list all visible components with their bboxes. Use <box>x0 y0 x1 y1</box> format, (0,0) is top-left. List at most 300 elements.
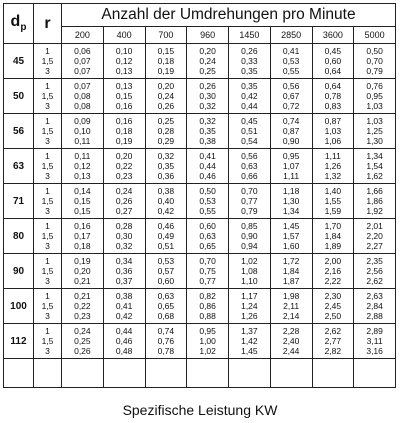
power-value: 2,63 <box>366 291 383 301</box>
power-value: 0,79 <box>241 206 258 216</box>
power-value: 0,50 <box>366 46 383 56</box>
power-value: 0,14 <box>74 186 91 196</box>
power-value: 1,30 <box>282 196 300 206</box>
power-value: 0,21 <box>74 291 91 301</box>
power-cell <box>354 114 396 149</box>
power-cell <box>312 149 354 184</box>
power-value: 1,66 <box>366 186 383 196</box>
dp-cell: 71 <box>4 184 34 219</box>
power-value: 0,44 <box>199 161 216 171</box>
power-value: 0,35 <box>199 126 216 136</box>
power-value: 1,54 <box>366 161 383 171</box>
power-value: 0,32 <box>157 151 175 161</box>
power-value: 1,84 <box>324 231 342 241</box>
r-value: 1 <box>45 256 50 266</box>
power-value: 0,60 <box>324 56 342 66</box>
power-value: 0,33 <box>241 56 258 66</box>
power-value: 2,35 <box>366 256 383 266</box>
r-value: 1,5 <box>41 91 54 101</box>
power-cell <box>312 219 354 254</box>
power-cell <box>312 289 354 324</box>
power-table <box>3 3 396 388</box>
power-value: 0,24 <box>157 91 175 101</box>
power-value: 0,76 <box>157 336 175 346</box>
power-value: 1,24 <box>241 301 258 311</box>
power-value: 1,55 <box>324 196 342 206</box>
power-value: 0,83 <box>324 101 342 111</box>
power-value: 0,56 <box>282 81 300 91</box>
r-cell <box>34 289 62 324</box>
power-value: 1,70 <box>324 221 342 231</box>
r-value: 3 <box>45 311 50 321</box>
power-value: 0,42 <box>241 91 258 101</box>
power-cell <box>270 114 312 149</box>
power-value: 0,18 <box>74 241 91 251</box>
table-row <box>4 114 396 149</box>
power-value: 0,13 <box>115 81 133 91</box>
power-value: 2,01 <box>366 221 383 231</box>
power-value: 0,38 <box>199 136 216 146</box>
power-value: 0,44 <box>241 101 258 111</box>
power-value: 0,24 <box>74 326 91 336</box>
power-value: 0,26 <box>157 101 175 111</box>
power-value: 0,08 <box>74 91 91 101</box>
power-value: 0,51 <box>157 241 175 251</box>
power-cell <box>229 219 271 254</box>
power-value: 2,14 <box>282 311 300 321</box>
power-value: 1,72 <box>282 256 300 266</box>
power-cell <box>270 254 312 289</box>
power-value: 0,85 <box>241 221 258 231</box>
power-cell <box>62 254 104 289</box>
power-value: 1,30 <box>366 136 383 146</box>
power-value: 0,36 <box>157 171 175 181</box>
power-cell <box>187 289 229 324</box>
power-value: 0,30 <box>115 231 133 241</box>
power-value: 2,82 <box>324 346 342 356</box>
empty-cell <box>62 359 104 388</box>
table-title: Anzahl der Umdrehungen pro Minute <box>62 4 396 27</box>
dp-cell: 90 <box>4 254 34 289</box>
empty-row <box>4 359 396 388</box>
power-cell <box>312 324 354 359</box>
power-value: 0,15 <box>157 46 175 56</box>
power-value: 0,37 <box>115 276 133 286</box>
power-value: 1,26 <box>241 311 258 321</box>
power-value: 0,70 <box>241 186 258 196</box>
power-cell <box>187 79 229 114</box>
power-value: 1,42 <box>241 336 258 346</box>
power-value: 0,19 <box>74 256 91 266</box>
power-value: 1,06 <box>324 136 342 146</box>
power-value: 0,20 <box>157 81 175 91</box>
power-value: 0,57 <box>157 266 175 276</box>
power-value: 0,12 <box>74 161 91 171</box>
power-cell <box>103 149 145 184</box>
power-cell <box>312 254 354 289</box>
power-cell <box>187 184 229 219</box>
power-value: 0,16 <box>74 221 91 231</box>
power-value: 0,35 <box>157 161 175 171</box>
power-value: 0,53 <box>199 196 216 206</box>
r-cell <box>34 44 62 79</box>
power-cell <box>187 324 229 359</box>
power-value: 0,95 <box>282 151 300 161</box>
r-value: 1,5 <box>41 336 54 346</box>
power-value: 0,26 <box>241 46 258 56</box>
power-value: 0,20 <box>199 46 216 56</box>
power-value: 0,30 <box>199 91 216 101</box>
power-value: 0,28 <box>115 221 133 231</box>
r-value: 1 <box>45 186 50 196</box>
power-value: 2,20 <box>366 231 383 241</box>
power-value: 0,72 <box>282 101 300 111</box>
power-value: 2,28 <box>282 326 300 336</box>
power-value: 0,41 <box>115 301 133 311</box>
power-value: 2,40 <box>282 336 300 346</box>
power-value: 0,74 <box>282 116 300 126</box>
power-cell <box>312 79 354 114</box>
power-value: 0,87 <box>324 116 342 126</box>
power-value: 0,46 <box>199 171 216 181</box>
power-value: 0,27 <box>115 206 133 216</box>
power-value: 0,24 <box>115 186 133 196</box>
power-cell <box>103 44 145 79</box>
power-value: 1,32 <box>324 171 342 181</box>
power-value: 0,50 <box>199 186 216 196</box>
power-value: 1,60 <box>282 241 300 251</box>
power-value: 0,10 <box>74 126 91 136</box>
r-value: 1 <box>45 326 50 336</box>
power-value: 0,86 <box>199 301 216 311</box>
power-value: 0,11 <box>74 136 91 146</box>
power-value: 0,76 <box>366 81 383 91</box>
power-value: 0,29 <box>157 136 175 146</box>
power-cell <box>354 324 396 359</box>
power-value: 0,32 <box>199 101 216 111</box>
power-value: 0,12 <box>115 56 133 66</box>
power-value: 0,56 <box>241 151 258 161</box>
r-value: 1 <box>45 81 50 91</box>
power-value: 0,63 <box>157 291 175 301</box>
power-value: 0,28 <box>157 126 175 136</box>
power-value: 0,13 <box>74 171 91 181</box>
dp-cell: 63 <box>4 149 34 184</box>
r-cell <box>34 219 62 254</box>
power-cell <box>187 114 229 149</box>
r-value: 1,5 <box>41 266 54 276</box>
power-value: 1,84 <box>282 266 300 276</box>
power-value: 1,86 <box>366 196 383 206</box>
power-value: 0,63 <box>241 161 258 171</box>
table-row <box>4 289 396 324</box>
power-value: 0,82 <box>199 291 216 301</box>
power-value: 2,88 <box>366 311 383 321</box>
power-cell <box>270 324 312 359</box>
power-value: 1,57 <box>282 231 300 241</box>
power-value: 2,62 <box>324 326 342 336</box>
power-value: 0,46 <box>157 221 175 231</box>
power-value: 2,22 <box>324 276 342 286</box>
power-cell <box>62 219 104 254</box>
r-cell <box>34 184 62 219</box>
power-value: 1,02 <box>241 256 258 266</box>
power-value: 2,16 <box>324 266 342 276</box>
power-cell <box>354 79 396 114</box>
r-value: 1 <box>45 46 50 56</box>
table-row <box>4 324 396 359</box>
table-row <box>4 79 396 114</box>
power-value: 1,10 <box>241 276 258 286</box>
rpm-header-3600: 3600 <box>312 27 354 44</box>
table-row <box>4 149 396 184</box>
power-value: 0,90 <box>241 231 258 241</box>
rpm-header-5000: 5000 <box>354 27 396 44</box>
r-value: 3 <box>45 101 50 111</box>
empty-cell <box>145 359 187 388</box>
power-value: 1,03 <box>366 101 383 111</box>
power-value: 0,94 <box>241 241 258 251</box>
table-row <box>4 254 396 289</box>
power-value: 0,38 <box>115 291 133 301</box>
table-row <box>4 219 396 254</box>
power-value: 1,26 <box>324 161 342 171</box>
power-value: 0,19 <box>157 66 175 76</box>
power-value: 0,77 <box>199 276 216 286</box>
power-cell <box>145 219 187 254</box>
power-value: 0,95 <box>199 326 216 336</box>
rpm-header-2850: 2850 <box>270 27 312 44</box>
r-value: 3 <box>45 171 50 181</box>
power-value: 0,75 <box>199 266 216 276</box>
power-value: 0,79 <box>366 66 383 76</box>
power-value: 0,25 <box>157 116 175 126</box>
power-value: 0,32 <box>199 116 216 126</box>
power-value: 2,77 <box>324 336 342 346</box>
power-value: 2,00 <box>324 256 342 266</box>
power-value: 0,23 <box>74 311 91 321</box>
dp-cell: 80 <box>4 219 34 254</box>
power-value: 0,15 <box>74 206 91 216</box>
power-value: 0,10 <box>115 46 133 56</box>
power-value: 1,03 <box>366 116 383 126</box>
power-value: 0,26 <box>74 346 91 356</box>
power-value: 1,18 <box>282 186 300 196</box>
table-row <box>4 44 396 79</box>
power-value: 0,06 <box>74 46 91 56</box>
power-cell <box>229 44 271 79</box>
power-value: 1,25 <box>366 126 383 136</box>
power-cell <box>145 184 187 219</box>
dp-cell: 100 <box>4 289 34 324</box>
power-value: 2,11 <box>283 301 300 311</box>
rpm-header-400: 400 <box>103 27 145 44</box>
table-body <box>4 44 396 388</box>
power-value: 0,26 <box>115 196 133 206</box>
empty-cell <box>312 359 354 388</box>
power-cell <box>229 114 271 149</box>
power-value: 0,78 <box>324 91 342 101</box>
r-cell <box>34 149 62 184</box>
dp-cell: 112 <box>4 324 34 359</box>
power-cell <box>229 289 271 324</box>
power-value: 0,74 <box>157 326 175 336</box>
r-value: 1,5 <box>41 126 54 136</box>
power-cell <box>187 254 229 289</box>
power-value: 0,60 <box>199 221 216 231</box>
power-cell <box>62 44 104 79</box>
power-value: 0,53 <box>157 256 175 266</box>
power-value: 2,44 <box>282 346 300 356</box>
power-cell <box>229 149 271 184</box>
r-header: r <box>34 4 62 44</box>
r-value: 3 <box>45 136 50 146</box>
r-value: 1,5 <box>41 301 54 311</box>
power-cell <box>62 324 104 359</box>
r-value: 1 <box>45 151 50 161</box>
table-row <box>4 184 396 219</box>
power-value: 1,17 <box>241 291 258 301</box>
power-cell <box>354 149 396 184</box>
power-value: 1,02 <box>199 346 216 356</box>
power-value: 0,95 <box>366 91 383 101</box>
power-value: 1,07 <box>282 161 300 171</box>
power-value: 0,66 <box>241 171 258 181</box>
power-value: 0,70 <box>366 56 383 66</box>
power-cell <box>270 44 312 79</box>
power-value: 0,77 <box>241 196 258 206</box>
power-value: 0,26 <box>199 81 216 91</box>
dp-cell: 50 <box>4 79 34 114</box>
power-cell <box>103 324 145 359</box>
rpm-header-1450: 1450 <box>229 27 271 44</box>
power-cell <box>270 184 312 219</box>
power-value: 0,22 <box>115 161 133 171</box>
power-value: 1,45 <box>282 221 300 231</box>
power-value: 2,84 <box>366 301 383 311</box>
power-cell <box>312 114 354 149</box>
power-value: 0,16 <box>115 101 133 111</box>
power-cell <box>62 114 104 149</box>
power-value: 0,25 <box>199 66 216 76</box>
power-value: 2,30 <box>324 291 342 301</box>
power-value: 1,45 <box>241 346 258 356</box>
power-value: 1,11 <box>324 151 341 161</box>
power-value: 0,38 <box>157 186 175 196</box>
dp-cell: 45 <box>4 44 34 79</box>
empty-cell <box>4 359 34 388</box>
power-value: 0,48 <box>115 346 133 356</box>
power-cell <box>103 79 145 114</box>
power-value: 0,34 <box>115 256 133 266</box>
r-value: 3 <box>45 66 50 76</box>
power-value: 1,62 <box>366 171 383 181</box>
power-cell <box>103 184 145 219</box>
r-value: 1,5 <box>41 231 54 241</box>
power-value: 2,56 <box>366 266 383 276</box>
power-cell <box>103 289 145 324</box>
power-value: 0,87 <box>282 126 300 136</box>
power-value: 0,21 <box>74 276 91 286</box>
power-value: 0,41 <box>199 151 216 161</box>
power-value: 0,41 <box>282 46 300 56</box>
power-value: 1,08 <box>241 266 258 276</box>
r-value: 3 <box>45 346 50 356</box>
power-value: 1,40 <box>324 186 342 196</box>
power-value: 2,45 <box>324 301 342 311</box>
r-value: 3 <box>45 206 50 216</box>
power-cell <box>145 324 187 359</box>
power-cell <box>62 149 104 184</box>
power-cell <box>145 79 187 114</box>
power-value: 3,11 <box>366 336 383 346</box>
power-value: 1,87 <box>282 276 300 286</box>
power-value: 0,13 <box>115 66 133 76</box>
power-value: 0,23 <box>115 171 133 181</box>
empty-cell <box>270 359 312 388</box>
power-cell <box>312 44 354 79</box>
r-cell <box>34 324 62 359</box>
power-cell <box>354 289 396 324</box>
power-value: 0,55 <box>199 206 216 216</box>
power-value: 1,89 <box>324 241 342 251</box>
empty-cell <box>229 359 271 388</box>
power-cell <box>229 79 271 114</box>
r-value: 1 <box>45 116 50 126</box>
power-value: 0,15 <box>74 196 91 206</box>
r-value: 1,5 <box>41 196 54 206</box>
r-value: 3 <box>45 276 50 286</box>
power-value: 0,07 <box>74 56 91 66</box>
empty-cell <box>354 359 396 388</box>
power-value: 0,64 <box>324 66 342 76</box>
power-cell <box>62 184 104 219</box>
power-value: 0,36 <box>115 266 133 276</box>
power-value: 0,45 <box>241 116 258 126</box>
power-cell <box>145 114 187 149</box>
power-value: 0,18 <box>157 56 175 66</box>
power-value: 1,34 <box>282 206 300 216</box>
power-value: 1,00 <box>199 336 216 346</box>
power-cell <box>354 254 396 289</box>
empty-cell <box>34 359 62 388</box>
power-value: 0,54 <box>241 136 258 146</box>
table-caption: Spezifische Leistung KW <box>122 402 278 418</box>
power-value: 0,49 <box>157 231 175 241</box>
power-value: 0,51 <box>241 126 258 136</box>
power-table-container <box>3 3 396 388</box>
r-value: 1 <box>45 221 50 231</box>
power-cell <box>103 219 145 254</box>
power-value: 0,70 <box>199 256 216 266</box>
power-value: 2,27 <box>366 241 383 251</box>
power-value: 0,44 <box>115 326 133 336</box>
power-value: 0,18 <box>115 126 133 136</box>
power-cell <box>270 149 312 184</box>
power-value: 1,34 <box>366 151 383 161</box>
power-value: 0,07 <box>74 66 91 76</box>
power-value: 2,89 <box>366 326 383 336</box>
power-value: 0,46 <box>115 336 133 346</box>
power-value: 0,67 <box>282 91 300 101</box>
power-value: 1,98 <box>282 291 300 301</box>
empty-cell <box>187 359 229 388</box>
r-cell <box>34 254 62 289</box>
power-cell <box>103 114 145 149</box>
empty-cell <box>103 359 145 388</box>
power-value: 3,16 <box>366 346 383 356</box>
power-cell <box>145 289 187 324</box>
